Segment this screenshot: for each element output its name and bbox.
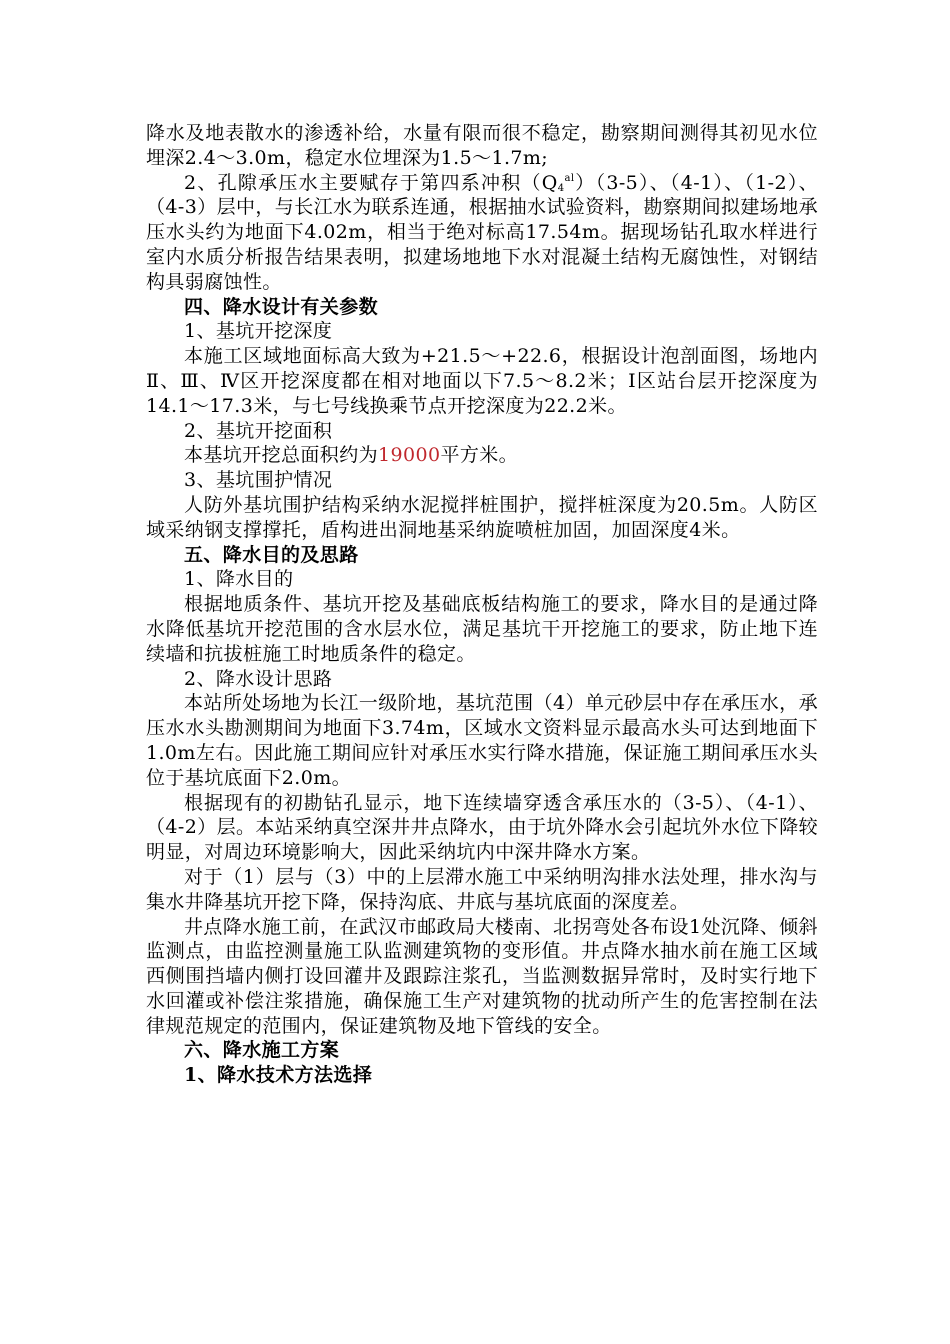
paragraph-excavation-depth: 本施工区域地面标高大致为+21.5～+22.6，根据设计泡剖面图，场地内Ⅱ、Ⅲ、Ⅳ区开挖深度都在相对地面以下7.5～8.2米；Ⅰ区站台层开挖深度为14.1～17.3米，与七号线换乘节点开挖深度为22.2米。 [146, 345, 818, 417]
paragraph-design-idea-4: 井点降水施工前，在武汉市邮政局大楼南、北拐弯处各布设1处沉降、倾斜监测点，由监控测量施工队监测建筑物的变形值。井点降水抽水前在施工区域西侧围挡墙内侧打设回灌井及跟踪注浆孔，当监测数据异常时，及时实行地下水回灌或补偿注浆措施，确保施工生产对建筑物的扰动所产生的危害控制在法律规范规定的范围内，保证建筑物及地下管线的安全。 [146, 915, 818, 1037]
section-heading-6: 六、降水施工方案 [184, 1039, 340, 1062]
confined-water-text-a: 2、孔隙承压水主要赋存于第四系冲积（Q [184, 171, 558, 194]
subheading-4-1: 1、基坑开挖深度 [184, 320, 333, 343]
subheading-4-3: 3、基坑围护情况 [184, 469, 333, 492]
paragraph-design-idea-1: 本站所处场地为长江一级阶地，基坑范围（4）单元砂层中存在承压水，承压水水头勘测期间为地面下3.74m，区域水文资料显示最高水头可达到地面下1.0m左右。因此施工期间应针对承压水实行降水措施，保证施工期间承压水头位于基坑底面下2.0m。 [146, 692, 818, 789]
subheading-5-1: 1、降水目的 [184, 568, 294, 591]
document-page [146, 121, 818, 1088]
subheading-5-2: 2、降水设计思路 [184, 667, 333, 690]
paragraph-design-idea-2: 根据现有的初勘钻孔显示，地下连续墙穿透含承压水的（3-5）、（4-1）、（4-2）层。本站采纳真空深井井点降水，由于坑外降水会引起坑外水位下降较明显，对周边环境影响大，因此采纳坑内中深井降水方案。 [146, 791, 818, 864]
confined-water-superscript: al [564, 172, 575, 184]
excavation-area-number: 19000 [378, 444, 441, 467]
confined-water-text-b: ）（3-5）、（4-1）、（1-2）、（4-3）层中，与长江水为联系连通，根据抽水试验资料，勘察期间拟建场地承压水头约为地面下4.02m，相当于绝对标高17.54m。据现场钻孔取水样进行室内水质分析报告结果表明，拟建场地地下水对混凝土结构无腐蚀性，对钢结构具弱腐蚀性。 [146, 171, 818, 293]
section-heading-4: 四、降水设计有关参数 [184, 295, 379, 318]
paragraph-confined-water [146, 171, 818, 295]
subheading-4-2: 2、基坑开挖面积 [184, 419, 333, 442]
paragraph-surface-water: 降水及地表散水的渗透补给，水量有限而很不稳定，勘察期间测得其初见水位埋深2.4～3.0m，稳定水位埋深为1.5～1.7m; [146, 122, 818, 169]
paragraph-dewatering-purpose: 根据地质条件、基坑开挖及基础底板结构施工的要求，降水目的是通过降水降低基坑开挖范围的含水层水位，满足基坑干开挖施工的要求，防止地下连续墙和抗拔桩施工时地质条件的稳定。 [146, 593, 818, 665]
paragraph-design-idea-3: 对于（1）层与（3）中的上层滞水施工中采纳明沟排水法处理，排水沟与集水井降基坑开挖下降，保持沟底、井底与基坑底面的深度差。 [146, 865, 818, 913]
subheading-6-1: 1、降水技术方法选择 [184, 1064, 373, 1087]
excavation-area-text-a: 本基坑开挖总面积约为 [184, 444, 379, 467]
paragraph-retaining-structure: 人防外基坑围护结构采纳水泥搅拌桩围护，搅拌桩深度为20.5m。人防区域采纳钢支撑撑托，盾构进出洞地基采纳旋喷桩加固，加固深度4米。 [146, 493, 818, 541]
section-heading-5: 五、降水目的及思路 [184, 543, 359, 566]
paragraph-excavation-area [146, 443, 818, 468]
excavation-area-text-b: 平方米。 [440, 444, 519, 467]
confined-water-subscript: 4 [557, 182, 565, 194]
